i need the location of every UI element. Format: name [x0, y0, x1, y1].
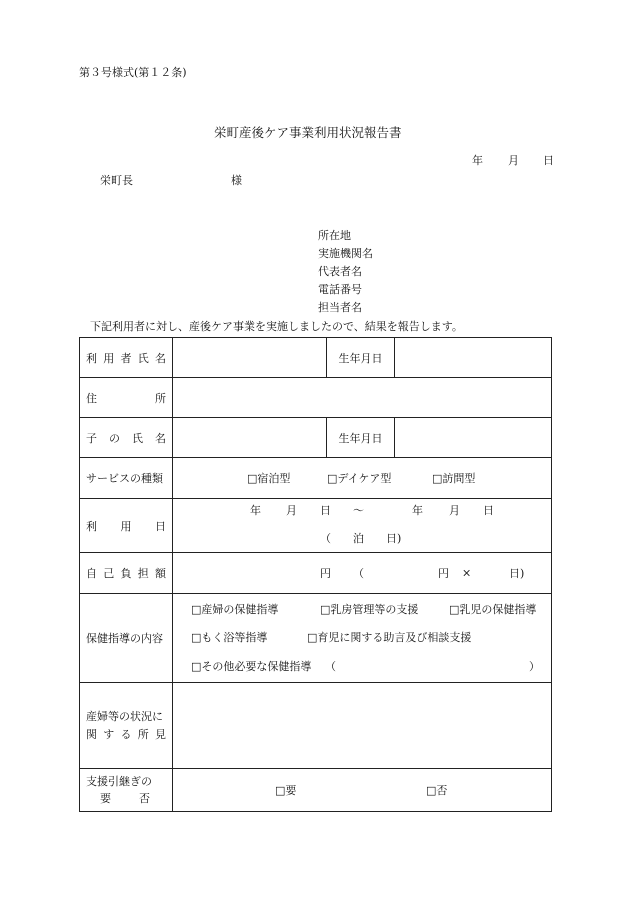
- row-user-name: [80, 338, 552, 378]
- guidance-other-close-paren: ）: [529, 660, 540, 673]
- end-day: 日: [483, 504, 494, 517]
- findings-field[interactable]: [173, 683, 552, 769]
- copay-times: ×: [462, 566, 472, 580]
- reporter-phone: 電話番号: [318, 283, 362, 296]
- start-year: 年: [250, 504, 261, 517]
- copay-days: 日): [509, 567, 525, 580]
- guidance-parenting-checkbox[interactable]: □育児に関する助言及び相談支援: [307, 631, 472, 644]
- nights-open-paren: （: [320, 532, 331, 545]
- label-child-birthdate: 生年月日: [327, 418, 395, 458]
- child-name-field[interactable]: [173, 418, 327, 458]
- date-month: 月: [508, 154, 519, 167]
- row-handover: [80, 769, 552, 812]
- reporter-location: 所在地: [318, 229, 351, 242]
- guidance-postpartum-checkbox[interactable]: □産婦の保健指導: [191, 603, 279, 616]
- child-birthdate-field[interactable]: [395, 418, 552, 458]
- date-day: 日: [543, 154, 554, 167]
- intro-text: 下記利用者に対し、産後ケア事業を実施しましたので、結果を報告します。: [90, 320, 463, 333]
- reporter-institution: 実施機関名: [318, 247, 373, 260]
- service-visit-checkbox[interactable]: □訪問型: [432, 472, 476, 485]
- copay-open-paren: （: [353, 567, 364, 580]
- label-child-name: 子 の 氏 名: [80, 418, 173, 458]
- form-number: 第３号様式(第１２条): [79, 66, 187, 79]
- end-month: 月: [449, 504, 460, 517]
- label-user-birthdate: 生年月日: [327, 338, 395, 378]
- user-name-field[interactable]: [173, 338, 327, 378]
- row-service-type: [80, 458, 552, 499]
- addressee-name: 栄町長: [100, 174, 133, 187]
- row-guidance: [80, 594, 552, 683]
- row-findings: [80, 683, 552, 769]
- service-overnight-checkbox[interactable]: □宿泊型: [247, 472, 291, 485]
- page-title: 栄町産後ケア事業利用状況報告書: [214, 125, 402, 140]
- guidance-other-open-paren: （: [325, 660, 336, 673]
- row-copay: [80, 553, 552, 594]
- address-field[interactable]: [173, 378, 552, 418]
- label-findings: 産婦等の状況に 関 す る 所 見: [80, 683, 173, 769]
- label-guidance: 保健指導の内容: [80, 594, 173, 683]
- label-user-name: 利 用 者 氏 名: [80, 338, 173, 378]
- start-month: 月: [286, 504, 297, 517]
- user-birthdate-field[interactable]: [395, 338, 552, 378]
- guidance-bathing-checkbox[interactable]: □もく浴等指導: [191, 631, 268, 644]
- label-address: 住 所: [80, 378, 173, 418]
- reporter-contact: 担当者名: [318, 301, 362, 314]
- service-daycare-checkbox[interactable]: □デイケア型: [327, 472, 392, 485]
- row-usage-date: [80, 499, 552, 553]
- label-handover: 支援引継ぎの 要 否: [80, 769, 173, 812]
- label-copay: 自 己 負 担 額: [80, 553, 173, 594]
- addressee-honorific: 様: [231, 174, 242, 187]
- reporter-representative: 代表者名: [318, 265, 362, 278]
- handover-not-required-checkbox[interactable]: □否: [426, 784, 448, 797]
- report-table: [79, 337, 552, 812]
- label-usage-date: 利 用 日: [80, 499, 173, 553]
- start-day: 日: [320, 504, 331, 517]
- row-address: [80, 378, 552, 418]
- nights-unit: 泊: [353, 532, 364, 545]
- range-tilde: ～: [353, 504, 364, 517]
- guidance-breast-care-checkbox[interactable]: □乳房管理等の支援: [320, 603, 419, 616]
- guidance-infant-checkbox[interactable]: □乳児の保健指導: [449, 603, 537, 616]
- nights-close: 日): [386, 532, 402, 545]
- guidance-other-checkbox[interactable]: □その他必要な保健指導: [191, 660, 312, 673]
- copay-yen: 円: [320, 567, 331, 580]
- end-year: 年: [412, 504, 423, 517]
- date-year: 年: [472, 154, 483, 167]
- copay-yen-per-day: 円: [438, 567, 449, 580]
- row-child-name: [80, 418, 552, 458]
- label-service-type: サービスの種類: [80, 458, 173, 499]
- handover-required-checkbox[interactable]: □要: [275, 784, 297, 797]
